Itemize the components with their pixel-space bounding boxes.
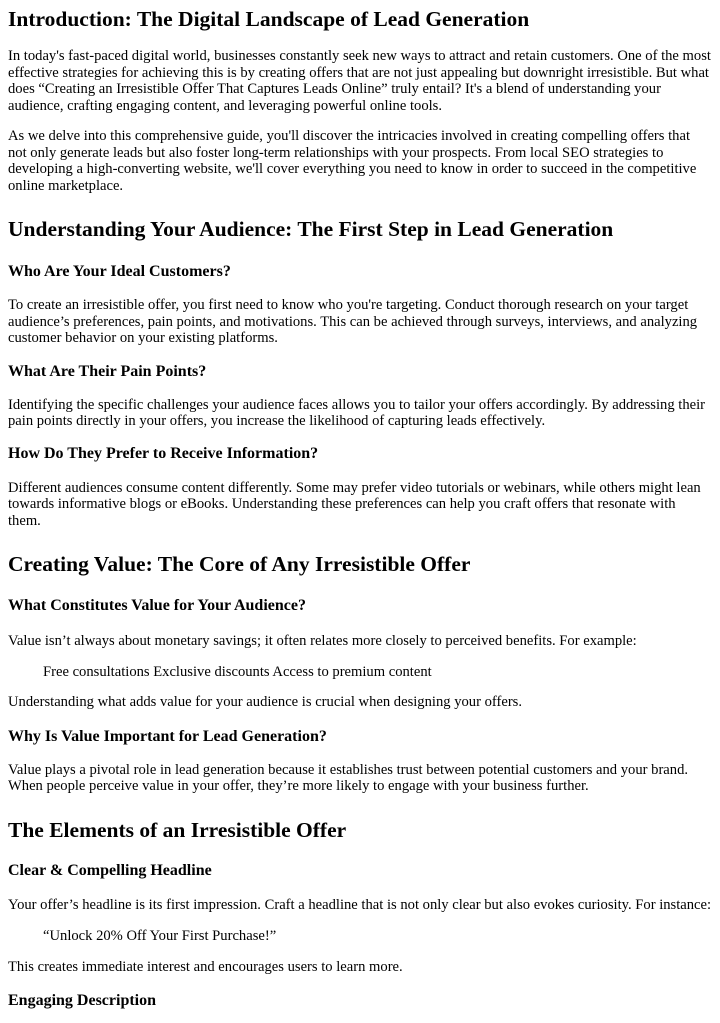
paragraph-creates-interest: This creates immediate interest and encourages users to learn more. [8, 958, 403, 975]
subheading-pain-points: What Are Their Pain Points? [8, 362, 207, 380]
value-examples-list: Free consultations Exclusive discounts Access to premium content [43, 663, 432, 680]
paragraph-why-value: Value plays a pivotal role in lead generation because it establishes trust between potential customers and your brand. When people perceive value in your offer, they’re more likely to engage with your business further. [8, 761, 689, 794]
subheading-constitutes-value: What Constitutes Value for Your Audience? [8, 597, 306, 614]
paragraph-pain-points: Identifying the specific challenges your audience faces allows you to tailor your offers accordingly. By addressing their pain points directly in your offers, you increase the likelihood of capturing leads effectively. [8, 396, 706, 429]
paragraph-ideal-customers: To create an irresistible offer, you first need to know who you're targeting. Conduct thorough research on your target audience’s preferences, pain points, and motivations. This can be achieved through surveys, interviews, and analyzing customer behavior on your existing platforms. [8, 297, 698, 346]
section-heading-elements: The Elements of an Irresistible Offer [8, 817, 347, 842]
intro-paragraph-2: As we delve into this comprehensive guide, you'll discover the intricacies involved in creating compelling offers that not only generate leads but also foster long-term relationships with your prospects. From local SEO strategies to developing a high-converting website, we'll cover everything you need to know in order to succeed in the competitive online marketplace. [8, 128, 697, 194]
subheading-engaging-description: Engaging Description [8, 992, 157, 1009]
subheading-why-value: Why Is Value Important for Lead Generation? [8, 727, 327, 745]
paragraph-constitutes-value: Value isn’t always about monetary savings; it often relates more closely to perceived benefits. For example: [8, 633, 637, 649]
subheading-ideal-customers: Who Are Your Ideal Customers? [8, 263, 231, 280]
article [0, 6, 720, 1011]
section-heading-audience: Understanding Your Audience: The First Step in Lead Generation [8, 217, 614, 241]
section-heading-intro: Introduction: The Digital Landscape of Lead Generation [8, 7, 530, 31]
intro-paragraph-1: In today's fast-paced digital world, businesses constantly seek new ways to attract and retain customers. One of the most effective strategies for achieving this is by creating offers that are not just appealing but downright irresistible. But what does “Creating an Irresistible Offer That Captures Leads Online” truly entail? It's a blend of understanding your audience, crafting engaging content, and leveraging powerful online tools. [8, 48, 711, 114]
section-heading-value: Creating Value: The Core of Any Irresistible Offer [8, 552, 471, 576]
paragraph-headline: Your offer’s headline is its first impression. Craft a headline that is not only clear but also evokes curiosity. For instance: [8, 896, 712, 913]
headline-example-quote: “Unlock 20% Off Your First Purchase!” [43, 928, 277, 944]
paragraph-receive-information: Different audiences consume content differently. Some may prefer video tutorials or webinars, while others might lean towards informative blogs or eBooks. Understanding these preferences can help you craft offers that resonate with them. [8, 479, 701, 529]
subheading-headline: Clear & Compelling Headline [8, 861, 212, 879]
subheading-receive-information: How Do They Prefer to Receive Information? [8, 444, 319, 462]
paragraph-understanding-value: Understanding what adds value for your audience is crucial when designing your offers. [8, 694, 523, 710]
